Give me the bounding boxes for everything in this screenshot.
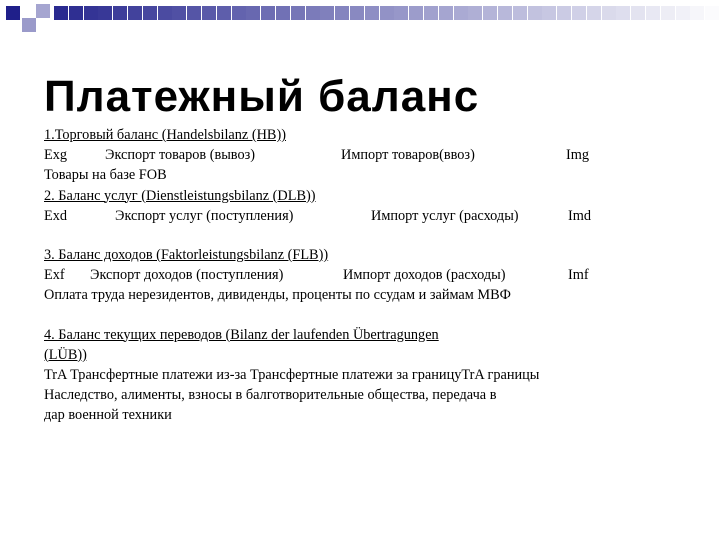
export-code: Exg [44,147,68,164]
section-row-services-balance [44,206,704,226]
decorative-square [22,18,36,32]
export-label: Экспорт услуг (поступления) [115,207,294,224]
decorative-square [143,6,157,20]
decorative-square [217,6,231,20]
section-heading-services-balance: 2. Баланс услуг (Dienstleistungsbilanz (DLB)) [44,187,316,204]
decorative-square [587,6,601,20]
export-code: Exf [44,267,65,284]
section-row-trade-balance [44,145,704,165]
import-label: Импорт услуг (расходы) [371,207,519,224]
decorative-square [350,6,364,20]
slide-title: Платежный баланс [44,72,480,121]
spacer [44,226,704,245]
decorative-square [261,6,275,20]
decorative-square [246,6,260,20]
section-heading-trade-balance: 1.Торговый баланс (Handelsbilanz (HB)) [44,127,286,143]
decorative-square [128,6,142,20]
export-label: Экспорт доходов (поступления) [90,267,284,284]
header-decoration-strip [0,0,720,36]
decorative-square [98,6,112,20]
decorative-square [424,6,438,20]
decorative-square [454,6,468,20]
import-label: Импорт доходов (расходы) [343,267,506,284]
decorative-square [513,6,527,20]
decorative-square [483,6,497,20]
export-code: Exd [44,207,68,224]
decorative-square [498,6,512,20]
decorative-square [572,6,586,20]
section-row-income-balance [44,265,704,285]
decorative-square [306,6,320,20]
decorative-square [365,6,379,20]
section-heading-transfers-balance-cont: (LÜB)) [44,346,87,363]
decorative-square [380,6,394,20]
decorative-square [113,6,127,20]
decorative-square [616,6,630,20]
decorative-square [705,6,719,20]
spacer [44,306,704,325]
decorative-square [291,6,305,20]
decorative-square [69,6,83,20]
slide-body [44,125,704,425]
decorative-square [542,6,556,20]
section-note-trade-balance: Товары на базе FOB [44,167,167,184]
import-code: Imf [568,267,589,284]
section-note-transfers-balance-cont: дар военной техники [44,407,172,424]
decorative-square [528,6,542,20]
decorative-square [661,6,675,20]
decorative-square [557,6,571,20]
section-note-transfers-balance: Наследство, алименты, взносы в балготворительные общества, передача в [44,387,497,404]
decorative-square [335,6,349,20]
decorative-square [276,6,290,20]
decorative-square [232,6,246,20]
decorative-square [676,6,690,20]
decorative-square [394,6,408,20]
decorative-square [468,6,482,20]
decorative-square [158,6,172,20]
decorative-square [646,6,660,20]
decorative-square [6,6,20,20]
decorative-square [439,6,453,20]
import-code: Img [566,147,590,164]
decorative-square [320,6,334,20]
decorative-square [36,4,50,18]
decorative-square [54,6,68,20]
section-note-income-balance: Оплата труда нерезидентов, дивиденды, проценты по ссудам и займам МВФ [44,287,511,304]
section-heading-income-balance: 3. Баланс доходов (Faktorleistungsbilanz (FLB)) [44,246,329,263]
decorative-square [602,6,616,20]
decorative-square [409,6,423,20]
decorative-square [187,6,201,20]
decorative-square [84,6,98,20]
import-label: Импорт товаров(ввоз) [341,147,475,164]
export-label: Экспорт товаров (вывоз) [105,147,256,164]
decorative-square [631,6,645,20]
import-code: Imd [568,207,592,224]
decorative-square [690,6,704,20]
decorative-square [172,6,186,20]
decorative-square [202,6,216,20]
section-heading-transfers-balance: 4. Баланс текущих переводов (Bilanz der laufenden Übertragungen [44,326,439,343]
section-row-transfers-balance: TrA Трансфертные платежи из-за Трансфертные платежи за границуTrA границы [44,366,540,383]
